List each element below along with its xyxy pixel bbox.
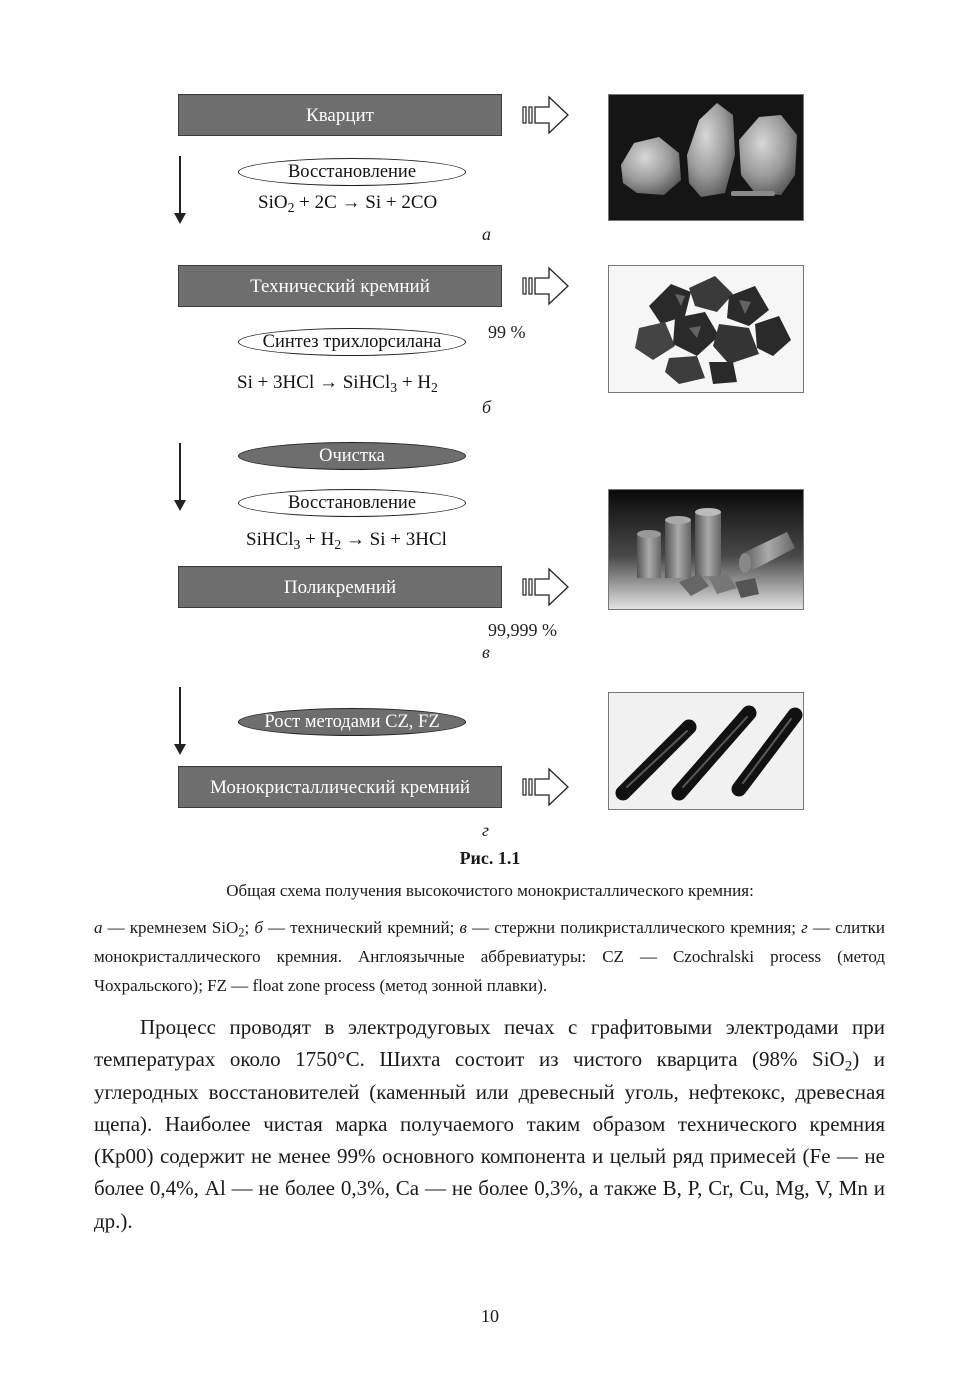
box-technical-silicon: Технический кремний [178,265,502,307]
arrow-right-icon [522,767,570,807]
arrow-right-icon [522,567,570,607]
down-arrow-line-g [179,687,181,745]
box-monocrystal-silicon: Монокристаллический кремний [178,766,502,808]
page-number: 10 [481,1306,499,1326]
panel-label-v: в [482,642,490,662]
panel-label-a: а [482,224,491,244]
figure-legend: а — кремнезем SiO$_2$; б — технический кремний; в — стержни поликристаллического кремния; г — слитки монокристаллического кремния. Англоязычные аббревиатуры: CZ — Czochralski process (метод Чохральского); FZ — float zone process (метод зонной плавки). [94,918,885,995]
box-polysilicon: Поликремний [178,566,502,608]
oval-purification: Очистка [238,442,466,470]
purity-poly: 99,999 % [488,620,557,640]
equation-3: SiHCl$_3$ + $H_2 \to Si + 3HCl$ [246,529,447,553]
oval-trichlorosilane-synthesis: Синтез трихлорсилана [238,328,466,356]
oval-growth: Рост методами CZ, FZ [238,708,466,736]
oval-reduction-2: Восстановление [238,489,466,517]
box-quartzite: Кварцит [178,94,502,136]
monocrystal-ingots-photo [608,692,804,810]
down-arrow-icon [174,213,186,224]
equation-2: Si + 3HCl → SiHCl$_3$ + $H_2$ [237,372,438,396]
arrow-right-icon [522,95,570,135]
panel-label-b: б [482,397,492,417]
panel-label-g: г [482,820,490,840]
down-arrow-line-a [179,156,181,214]
body-paragraph: Процесс проводят в электродуговых печах с графитовыми электродами при температурах около 1750°С. Шихта состоит из чистого кварцита (98% SiO$_2$) и углеродных восстановителей (каменный или древесный уголь, нефтекокс, древесная щепа). Наиболее чистая марка получаемого таким образом технического кремния (Кр00) содержит не менее 99% основного компонента и целый ряд примесей (Fe — не более 0,4%, Al — не более 0,3%, Ca — не более 0,3%, а также B, P, Cr, Cu, Mg, V, Mn и др.). [94,1015,885,1233]
figure-subtitle: Общая схема получения высокочистого монокристаллического кремния: [226,881,754,900]
down-arrow-icon [174,744,186,755]
arrow-right-icon [522,266,570,306]
technical-silicon-lumps-photo [608,265,804,393]
quartzite-rocks-photo [608,94,804,221]
oval-reduction-1: Восстановление [238,158,466,186]
equation-1: SiO$_2$ + 2C → Si + 2CO [258,192,438,216]
down-arrow-icon [174,500,186,511]
polysilicon-rods-photo [608,489,804,610]
figure-title: Рис. 1.1 [459,848,521,868]
down-arrow-line-v [179,443,181,501]
purity-technical: 99 % [488,322,526,342]
